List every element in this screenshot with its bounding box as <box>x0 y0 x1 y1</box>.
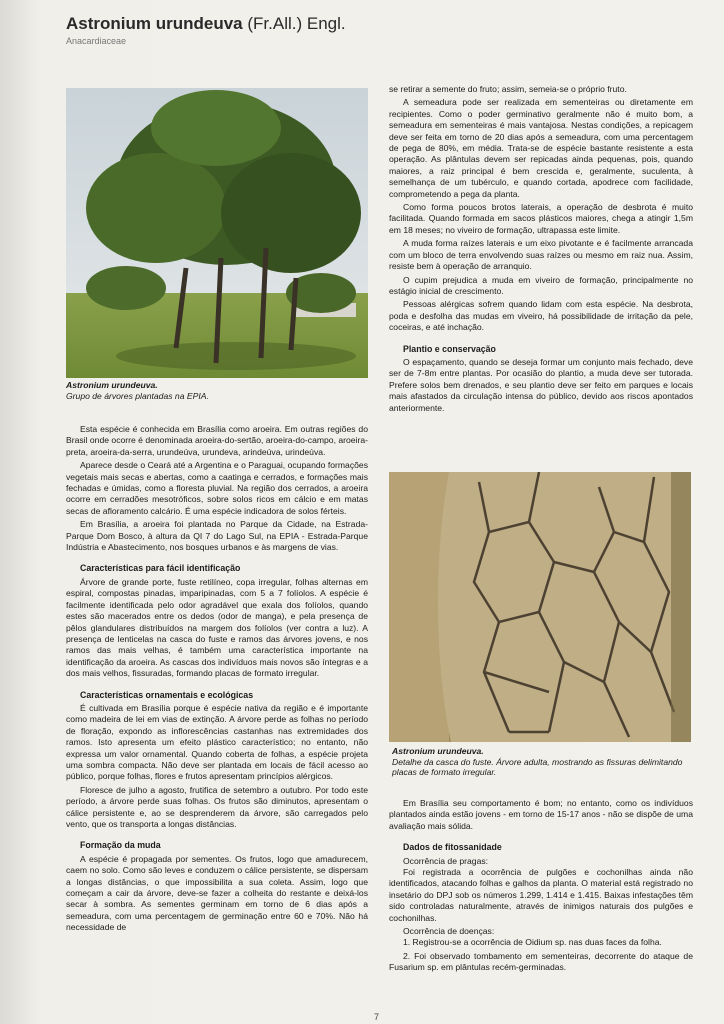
page-number: 7 <box>374 1012 380 1022</box>
left-column <box>66 424 368 936</box>
bark-caption-title: Astronium urundeuva. <box>392 746 484 756</box>
subheading-doencas: Ocorrência de doenças: <box>403 926 495 937</box>
tree-photo <box>66 88 368 378</box>
paragraph: A semeadura pode ser realizada em sementeiras ou diretamente em recipientes. Como o poder germinativo geralmente não é muito bom, a semeadura em sementeiras é mais vantajosa. Nestas condições, a repicagem deve ser feita em torno de 20 dias após a semeadura, com uma percentagem de pega de 80%, em média. Trata-se de espécie bastante resistente a esta operação. As plântulas devem ser repicadas ainda pequenas, pois, quando maiores, a raiz principal é bem crescida e, geralmente, suculenta, à semelhança de um tubérculo, e quando cortada, apodrece com facilidade, comprometendo a pega da planta. <box>389 97 693 199</box>
bark-photo <box>389 472 691 742</box>
paragraph: Em Brasília, a aroeira foi plantada no Parque da Cidade, na Estrada-Parque Dom Bosco, à altura da QI 7 do Lago Sul, na EPIA - Estrada-Parque Indústria e Abastecimento, nos bosques urbanos e às margens de vias. <box>66 519 368 553</box>
page-title <box>66 14 346 34</box>
section-heading-identificacao: Características para fácil identificação <box>80 563 241 574</box>
section-heading-ornamentais: Características ornamentais e ecológicas <box>80 689 254 700</box>
paragraph: Pessoas alérgicas sofrem quando lidam com esta espécie. Na desbrota, poda e desfolha das mudas em viveiro, há possibilidade de irritação da pele, coceiras, e até inchação. <box>389 299 693 333</box>
right-column-lower <box>389 798 693 976</box>
paragraph: O espaçamento, quando se deseja formar um conjunto mais fechado, deve ser de 7-8m entre plantas. Por ocasião do plantio, a muda deve ser tutorada. Prefere solos bem drenados, e seu plantio deve ser feito em parques e locais mais afastados da circulação intensa do público, devido aos riscos apontados anteriormente. <box>389 356 693 413</box>
paragraph: O cupim prejudica a muda em viveiro de formação, principalmente no estágio inicial de crescimento. <box>389 274 693 296</box>
tree-caption <box>66 380 366 401</box>
paragraph: se retirar a semente do fruto; assim, semeia-se o próprio fruto. <box>389 84 627 94</box>
paragraph: A espécie é propagada por sementes. Os frutos, logo que amadurecem, caem no solo. Como são leves e conduzem o cálice persistente, se dispersam a longas distâncias, o que impossibilita a sua coleta. Assim, logo que começam a cair da árvore, deve-se fazer a colheita do restante e deixá-los secar à sombra. As sementes germinam em torno de 6 dias após a semeadura, com uma percentagem de germinação entre 60 e 70%. Não há necessidade de <box>66 853 368 933</box>
bark-caption <box>392 746 692 778</box>
paragraph: 1. Registrou-se a ocorrência de Oidium sp. nas duas faces da folha. <box>403 937 662 948</box>
paragraph: Árvore de grande porte, fuste retilíneo, copa irregular, folhas alternas em espiral, compostas pinadas, imparipinadas, com 5 a 7 folíolos. A espécie é facilmente identificada pelo odor agradável que exala dos folíolos, quando estes são macerados entre os dedos (odor de manga), e pela presença de pêlos glandulares distribuídos na margem dos folíolos (ver contra a luz). A presença de lenticelas na casca do fuste e ramos das árvores jovens, e nos ramos das mais velhas, é também uma característica importante na identificação da aroeira. As cascas dos indivíduos mais novos são íntegras e a dos mais velhos, fissuradas, formando placas de formato irregular. <box>66 576 368 679</box>
tree-caption-text: Grupo de árvores plantadas na EPIA. <box>66 390 209 401</box>
paragraph: 2. Foi observado tombamento em sementeiras, decorrente do ataque de Fusarium sp. em plântulas recém-germinadas. <box>389 950 693 973</box>
family-name: Anacardiaceae <box>66 36 127 46</box>
section-heading-muda: Formação da muda <box>80 840 161 851</box>
paragraph: Floresce de julho a agosto, frutifica de setembro a outubro. Por todo este período, a árvore perde suas folhas. Os frutos são diminutos, apresentam o cálice persistente e, ao se desprenderem da árvore, são carregados pelo vento, que os transporta a longas distâncias. <box>66 784 368 829</box>
paragraph: É cultivada em Brasília porque é espécie nativa da região e é importante como madeira de lei em vias de extinção. A árvore perde as folhas no período de floração, expondo as inflorescências castanhas nas extremidades dos ramos. Isto apresenta um efeito plástico característico; no entanto, não expressa um valor ornamental. Quando coberta de folhas, a espécie projeta uma sombra compacta. Não deve ser plantada em locais de fácil acesso ao público, porque folhas, flores e frutos apresentam princípios alérgicos. <box>66 702 368 782</box>
species-author: (Fr.All.) Engl. <box>247 14 346 33</box>
section-heading-fitossanidade: Dados de fitossanidade <box>403 842 502 853</box>
right-column-upper <box>389 84 693 416</box>
paragraph: Esta espécie é conhecida em Brasília como aroeira. Em outras regiões do Brasil onde ocorre é denominada aroeira-do-sertão, aroeira-do-campo, aroeira-preta, aroeira-da-serra, urundeúva, urundeva, arindeúva, urindeúva. <box>66 424 368 457</box>
paragraph: Como forma poucos brotos laterais, a operação de desbrota é muito facilitada. Quando formada em sacos plásticos maiores, chega a atingir 1,5m em 18 meses; no viveiro de formação, ultrapassa este limite. <box>389 202 693 235</box>
species-name: Astronium urundeuva <box>66 14 243 33</box>
paragraph: Aparece desde o Ceará até a Argentina e o Paraguai, ocupando formações vegetais mais secas e abertas, como a caatinga e cerrados, e formações mais fechadas e úmidas, como a floresta pluvial. Na região dos cerrados, a aroeira ocorre em cerradões mesotróficos, sobre solos ricos em cálcio e em matas secas de afloramento calcário. É uma espécie indicadora de solos férteis. <box>66 460 368 516</box>
section-heading-plantio: Plantio e conservação <box>403 343 496 354</box>
paragraph: Foi registrada a ocorrência de pulgões e cochonilhas ainda não identificados, atacando folhas e galhos da planta. O material está registrado no insetário do DPJ sob os números 1.299, 1.414 e 1.415. Baixas infestações têm sido controladas naturalmente, através de inimigos naturais dos pulgões e cochonilhas. <box>389 867 693 923</box>
tree-caption-title: Astronium urundeuva. <box>66 380 158 390</box>
paragraph: Em Brasília seu comportamento é bom; no entanto, como os indivíduos plantados ainda estão jovens - em torno de 15-17 anos - não se dispõe de uma avaliação mais sólida. <box>389 798 693 831</box>
subheading-pragas: Ocorrência de pragas: <box>403 855 489 866</box>
bark-caption-text: Detalhe da casca do fuste. Árvore adulta, mostrando as fissuras delimitando placas de formato irregular. <box>392 756 683 777</box>
paragraph: A muda forma raízes laterais e um eixo pivotante e é facilmente arrancada com um bloco de terra envolvendo suas raízes ou mesmo em raiz nua. Assim, resiste bem à operação de arranquio. <box>389 238 693 272</box>
